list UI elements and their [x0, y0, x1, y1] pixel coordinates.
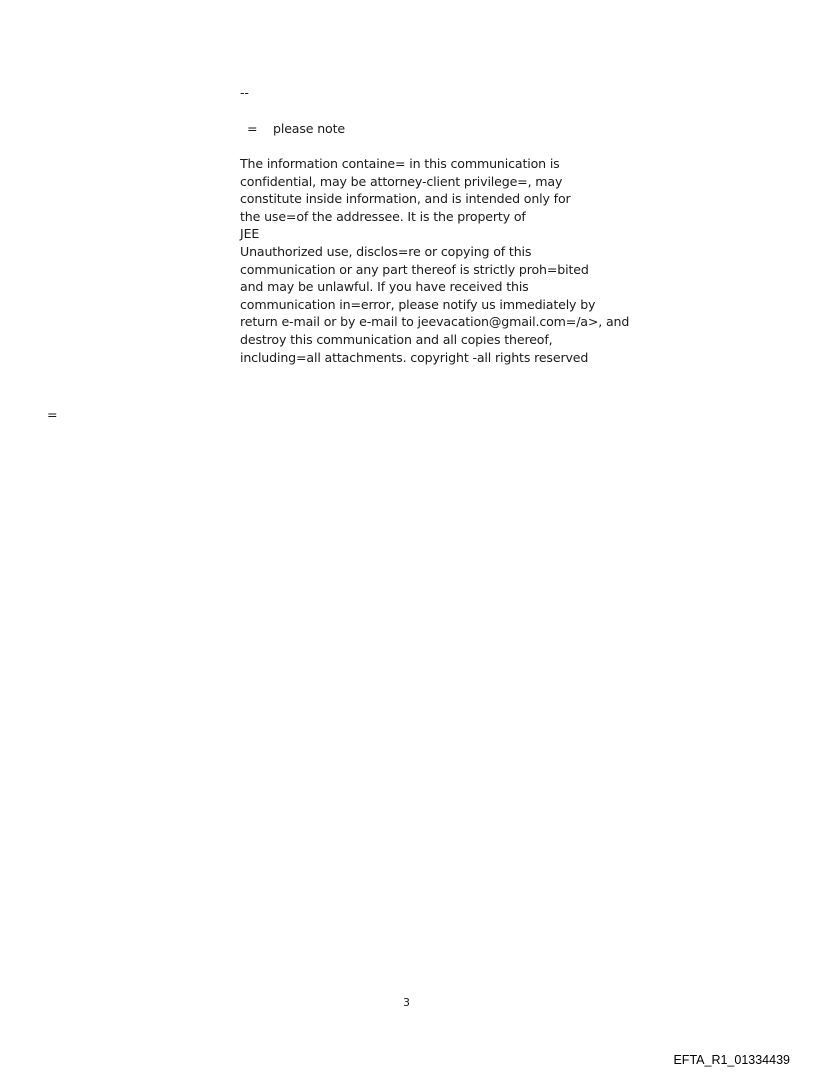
disclaimer-line: communication in=error, please notify us immediately by: [240, 296, 596, 312]
disclaimer-line: including=all attachments. copyright -all rights reserved: [240, 349, 589, 365]
disclaimer-line: The information containe= in this communication is: [240, 156, 560, 171]
disclaimer-line: the use=of the addressee. It is the property of: [240, 208, 526, 224]
disclaimer-line: return e-mail or by e-mail to jeevacation@gmail.com=/a>, and: [240, 314, 630, 330]
disclaimer-line: Unauthorized use, disclos=re or copying of this: [240, 243, 532, 259]
disclaimer-line: confidential, may be attorney-client privilege=, may: [240, 173, 563, 189]
disclaimer-line: JEE: [240, 226, 260, 242]
separator-dashes: --: [240, 85, 249, 100]
disclaimer-line: constitute inside information, and is intended only for: [240, 191, 571, 207]
disclaimer-line: and may be unlawful. If you have received this: [240, 279, 529, 295]
note-label: please note: [273, 121, 345, 136]
note-marker: =: [247, 121, 258, 136]
confidentiality-disclaimer: [240, 155, 629, 366]
disclaimer-line: communication or any part thereof is strictly proh=bited: [240, 261, 589, 277]
disclaimer-line: destroy this communication and all copies thereof,: [240, 331, 553, 347]
stray-equals-marker: =: [47, 407, 58, 422]
bates-number: EFTA_R1_01334439: [673, 1053, 790, 1067]
page-number: 3: [403, 996, 410, 1009]
